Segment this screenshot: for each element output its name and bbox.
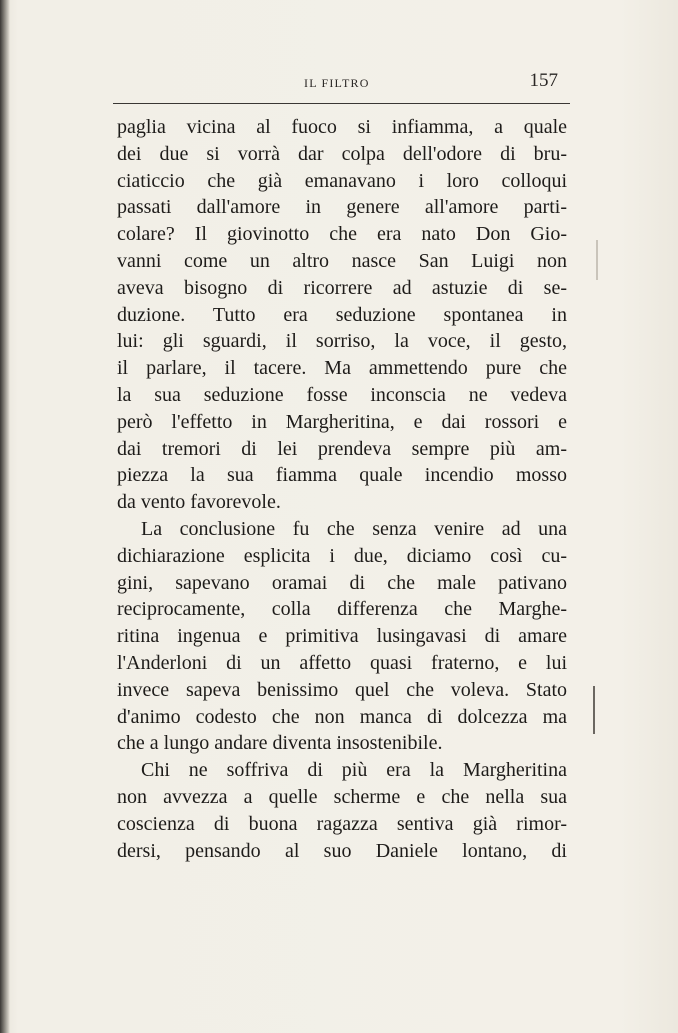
text-line: passati dall'amore in genere all'amore parti- [117,196,567,219]
text-line: Chi ne soffriva di più era la Margheritina [141,759,567,782]
text-line: dei due si vorrà dar colpa dell'odore di bru- [117,142,567,165]
page-number: 157 [529,70,558,91]
text-line: però l'effetto in Margheritina, e dai rossori e [117,410,567,433]
margin-mark [593,686,595,734]
text-line: La conclusione fu che senza venire ad una [141,517,567,540]
page-binding-edge [0,0,10,1033]
text-line: d'animo codesto che non manca di dolcezza ma [117,705,567,728]
text-line: dai tremori di lei prendeva sempre più am- [117,437,567,460]
text-line: paglia vicina al fuoco si infiamma, a quale [117,116,567,138]
text-line: da vento favorevole. [117,491,281,514]
text-line: gini, sapevano oramai di che male pativano [117,571,567,594]
body-text [117,114,567,864]
text-line: ciaticcio che già emanavano i loro colloqui [117,169,567,192]
text-line: il parlare, il tacere. Ma ammettendo pure che [117,357,567,380]
text-line: la sua seduzione fosse inconscia ne vedeva [117,383,567,406]
paragraph [117,114,567,516]
text-line: vanni come un altro nasce San Luigi non [117,249,567,272]
text-line: coscienza di buona ragazza sentiva già rimor- [117,812,567,835]
running-title: IL FILTRO [304,76,370,90]
page-header [118,70,570,96]
paragraph [117,516,567,757]
margin-mark [596,240,598,280]
text-line: aveva bisogno di ricorrere ad astuzie di se- [117,276,567,299]
header-rule [113,103,570,104]
text-line: che a lungo andare diventa insostenibile. [117,732,443,755]
text-line: non avvezza a quelle scherme e che nella sua [117,785,567,808]
text-line: lui: gli sguardi, il sorriso, la voce, il gesto, [117,330,567,353]
text-line: invece sapeva benissimo quel che voleva. Stato [117,678,567,701]
text-line: dichiarazione esplicita i due, diciamo così cu- [117,544,567,567]
paragraph [117,757,567,864]
text-line: dersi, pensando al suo Daniele lontano, di [117,839,567,862]
text-line: duzione. Tutto era seduzione spontanea in [117,303,567,326]
text-line: l'Anderloni di un affetto quasi fraterno, e lui [117,651,567,674]
text-line: ritina ingenua e primitiva lusingavasi di amare [117,625,567,648]
text-line: reciprocamente, colla differenza che Marghe- [117,598,567,621]
text-line: colare? Il giovinotto che era nato Don Gio- [117,223,567,246]
text-line: piezza la sua fiamma quale incendio mosso [117,464,567,487]
